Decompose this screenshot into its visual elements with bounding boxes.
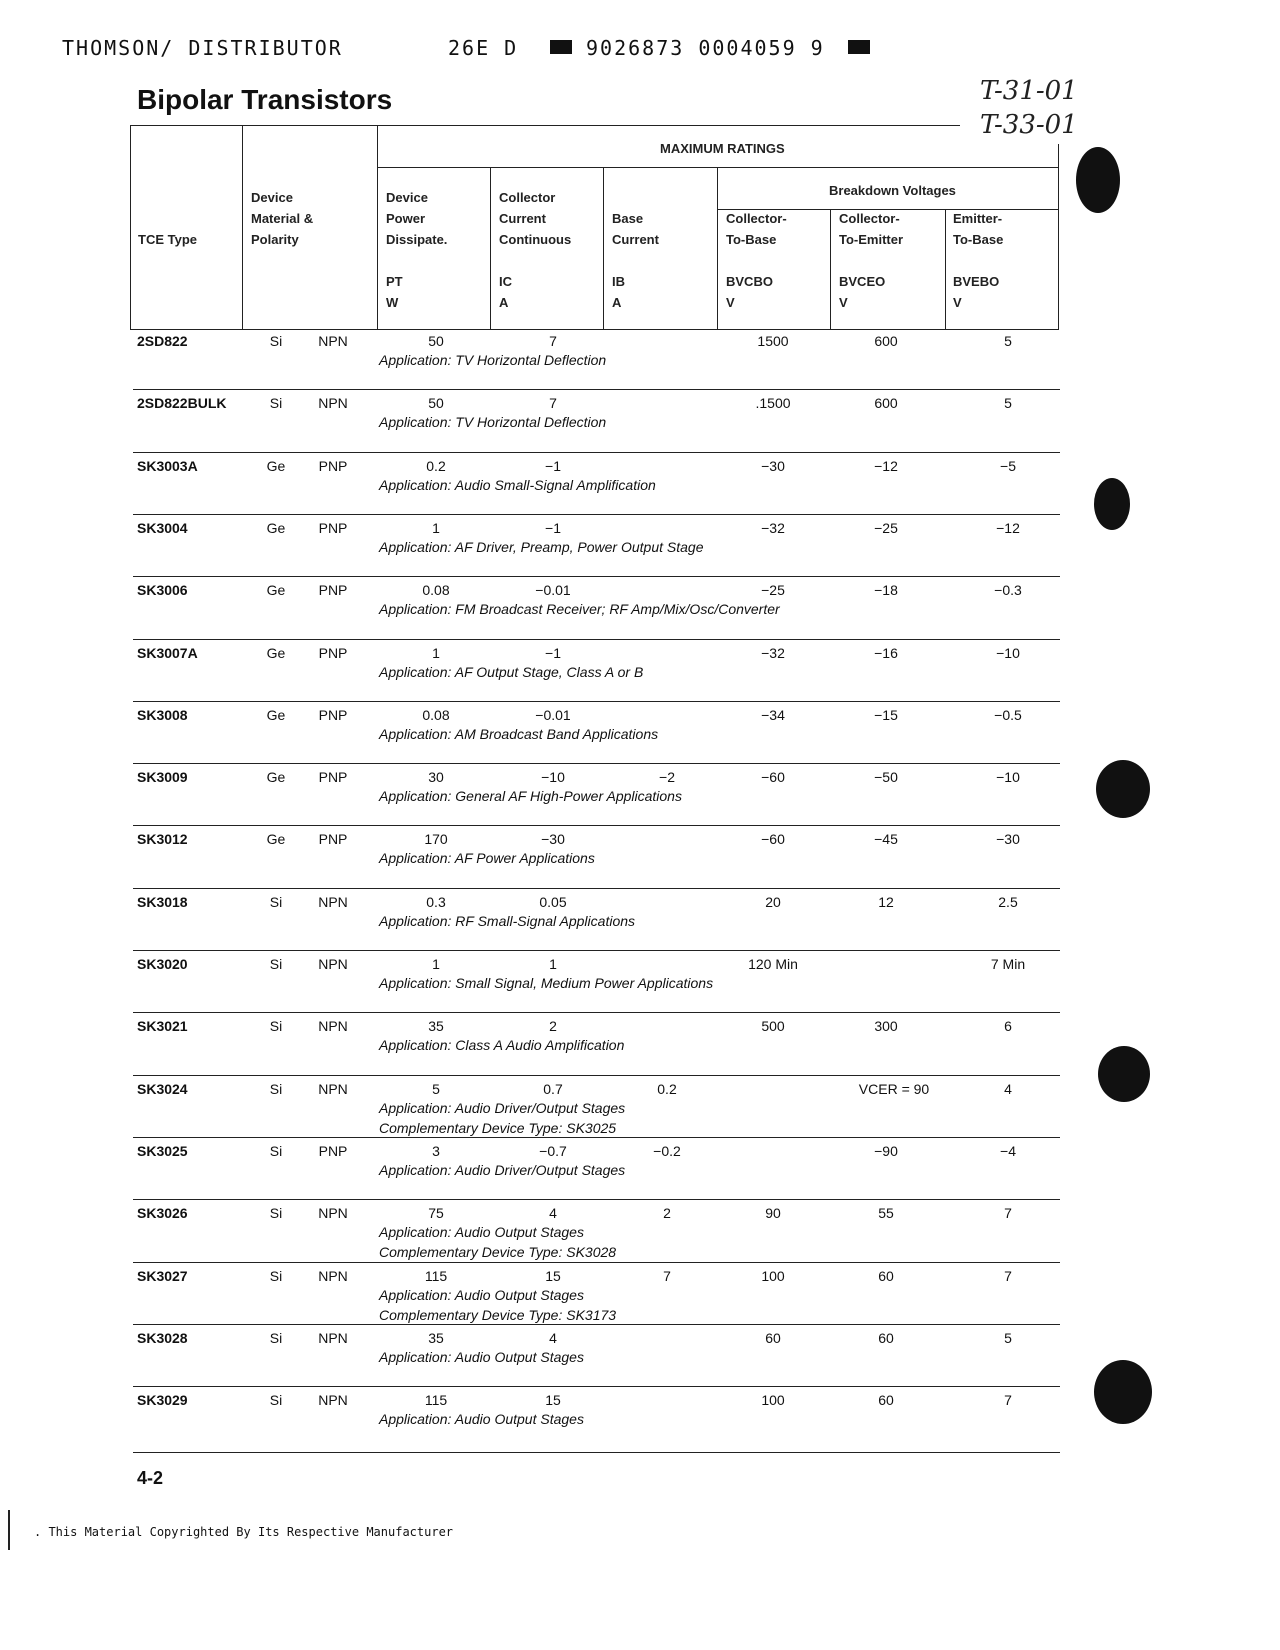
cell-ib: 7 bbox=[663, 1267, 671, 1284]
col-divider bbox=[717, 167, 718, 330]
cell-mat: Si bbox=[269, 1142, 283, 1159]
cell-mat: Si bbox=[269, 1205, 283, 1222]
row-divider bbox=[133, 825, 1060, 826]
cell-mat: Ge bbox=[266, 457, 286, 474]
cell-bvceo: 12 bbox=[878, 893, 894, 910]
application-note: Application: Audio Driver/Output Stages bbox=[379, 1161, 626, 1178]
complementary-note: Complementary Device Type: SK3025 bbox=[379, 1119, 617, 1136]
cell-type: 2SD822BULK bbox=[137, 395, 227, 412]
cell-ic: 15 bbox=[545, 1392, 561, 1409]
cell-mat: Si bbox=[269, 1080, 283, 1097]
header-collector-to-emitter: Collector- To-Emitter BVCEO V bbox=[839, 211, 904, 310]
col-divider bbox=[377, 125, 378, 330]
row-divider bbox=[133, 888, 1060, 889]
col-divider bbox=[490, 167, 491, 330]
cell-bvceo: 600 bbox=[874, 333, 898, 349]
cell-mat: Si bbox=[269, 1018, 283, 1035]
cell-type: SK3020 bbox=[137, 956, 188, 972]
cell-pt: 35 bbox=[428, 1018, 444, 1035]
cell-bvceo: 60 bbox=[878, 1267, 894, 1284]
col-divider bbox=[603, 167, 604, 330]
cell-ic: 15 bbox=[545, 1267, 561, 1284]
cell-mat: Si bbox=[269, 956, 283, 972]
cell-bvcbo: 1500 bbox=[757, 333, 789, 349]
application-note: Application: Audio Output Stages bbox=[379, 1348, 584, 1365]
cell-mat: Ge bbox=[266, 769, 286, 786]
cell-pt: 170 bbox=[424, 831, 448, 848]
cell-bvebo: 5 bbox=[1004, 333, 1012, 349]
cell-bvebo: −10 bbox=[996, 644, 1020, 661]
cell-pol: NPN bbox=[318, 395, 348, 412]
row-divider bbox=[133, 950, 1060, 951]
cell-ib: 0.2 bbox=[657, 1080, 677, 1097]
cell-mat: Ge bbox=[266, 644, 286, 661]
cell-bvceo: −16 bbox=[874, 644, 898, 661]
application-note: Application: AF Power Applications bbox=[379, 850, 595, 867]
cell-type: SK3028 bbox=[137, 1329, 188, 1346]
cell-ic: 0.7 bbox=[543, 1080, 563, 1097]
cell-pol: PNP bbox=[318, 519, 348, 536]
cell-bvcbo: −34 bbox=[761, 706, 785, 723]
col-divider bbox=[1058, 144, 1059, 330]
row-divider bbox=[133, 514, 1060, 515]
cell-bvebo: 5 bbox=[1004, 1329, 1012, 1346]
stamp-number: 9026873 0004059 9 bbox=[586, 36, 825, 60]
cell-ic: 2 bbox=[549, 1018, 557, 1035]
application-note: Application: TV Horizontal Deflection bbox=[379, 414, 607, 431]
cell-bvcbo: −30 bbox=[761, 457, 785, 474]
cell-bvebo: −4 bbox=[1000, 1142, 1016, 1159]
header-collector-to-base: Collector- To-Base BVCBO V bbox=[726, 211, 787, 310]
complementary-note: Complementary Device Type: SK3173 bbox=[379, 1306, 617, 1323]
cell-bvebo: 7 bbox=[1004, 1392, 1012, 1409]
cell-pol: NPN bbox=[318, 1018, 348, 1035]
cell-bvceo: 60 bbox=[878, 1329, 894, 1346]
cell-mat: Si bbox=[269, 395, 283, 412]
binder-hole bbox=[1076, 147, 1120, 213]
application-note: Application: FM Broadcast Receiver; RF Amp/Mix/Osc/Converter bbox=[379, 601, 780, 618]
cell-mat: Si bbox=[269, 1392, 283, 1409]
cell-ic: −1 bbox=[545, 457, 561, 474]
row-divider bbox=[133, 1262, 1060, 1263]
cell-bvebo: 4 bbox=[1004, 1080, 1012, 1097]
cell-ib: −2 bbox=[659, 769, 675, 786]
cell-bvceo: 55 bbox=[878, 1205, 894, 1222]
cell-pt: 50 bbox=[428, 395, 444, 412]
cell-bvceo: 300 bbox=[874, 1018, 898, 1035]
row-divider bbox=[133, 763, 1060, 764]
header-breakdown: Breakdown Voltages bbox=[829, 183, 956, 198]
cell-type: SK3009 bbox=[137, 769, 188, 786]
cell-ic: 0.05 bbox=[539, 893, 567, 910]
barcode-block-2 bbox=[848, 40, 870, 54]
cell-bvcbo: −60 bbox=[761, 769, 785, 786]
cell-mat: Si bbox=[269, 1267, 283, 1284]
col-divider bbox=[242, 125, 243, 330]
cell-bvceo: −15 bbox=[874, 706, 898, 723]
cell-type: SK3003A bbox=[137, 457, 198, 474]
application-note: Application: Audio Output Stages bbox=[379, 1286, 584, 1303]
application-note: Application: Audio Driver/Output Stages bbox=[379, 1099, 626, 1116]
cell-pol: NPN bbox=[318, 333, 348, 349]
distributor-stamp: THOMSON/ DISTRIBUTOR bbox=[62, 36, 343, 60]
cell-mat: Si bbox=[269, 333, 283, 349]
cell-bvceo: −45 bbox=[874, 831, 898, 848]
cell-pt: 115 bbox=[424, 1267, 448, 1284]
cell-ic: −1 bbox=[545, 519, 561, 536]
cell-mat: Ge bbox=[266, 706, 286, 723]
cell-bvebo: −30 bbox=[996, 831, 1020, 848]
application-note: Application: AF Output Stage, Class A or B bbox=[379, 663, 644, 680]
binder-hole bbox=[1098, 1046, 1150, 1102]
cell-bvebo: 7 bbox=[1004, 1267, 1012, 1284]
cell-pt: 0.2 bbox=[426, 457, 446, 474]
cell-pol: NPN bbox=[318, 1267, 348, 1284]
col-divider bbox=[130, 125, 131, 330]
stamp-code: 26E D bbox=[448, 36, 519, 60]
cell-pt: 75 bbox=[428, 1205, 444, 1222]
copyright-footer: . This Material Copyrighted By Its Respective Manufacturer bbox=[34, 1525, 454, 1539]
row-divider bbox=[133, 701, 1060, 702]
cell-pt: 0.08 bbox=[422, 582, 450, 599]
row-divider bbox=[133, 639, 1060, 640]
cell-bvebo: 5 bbox=[1004, 395, 1012, 412]
header-collector-current: Collector Current Continuous IC A bbox=[499, 190, 572, 310]
header-power: Device Power Dissipate. PT W bbox=[386, 190, 448, 310]
cell-type: 2SD822 bbox=[137, 333, 188, 349]
cell-type: SK3025 bbox=[137, 1142, 188, 1159]
application-note: Application: Small Signal, Medium Power Applications bbox=[379, 975, 714, 991]
header-material: Device Material & Polarity bbox=[251, 190, 314, 247]
cell-bvcbo: −32 bbox=[761, 519, 785, 536]
cell-bvebo: −0.5 bbox=[994, 706, 1022, 723]
cell-type: SK3027 bbox=[137, 1267, 188, 1284]
cell-ic: −10 bbox=[541, 769, 565, 786]
cell-type: SK3021 bbox=[137, 1018, 188, 1035]
row-divider bbox=[133, 389, 1060, 390]
col-divider bbox=[945, 209, 946, 330]
cell-mat: Ge bbox=[266, 831, 286, 848]
cell-bvcbo: 60 bbox=[765, 1329, 781, 1346]
cell-pol: PNP bbox=[318, 644, 348, 661]
cell-pol: PNP bbox=[318, 831, 348, 848]
cell-bvcbo: −25 bbox=[761, 582, 785, 599]
cell-bvebo: 6 bbox=[1004, 1018, 1012, 1035]
cell-bvebo: −5 bbox=[1000, 457, 1016, 474]
cell-pt: 0.08 bbox=[422, 706, 450, 723]
application-note: Application: RF Small-Signal Applications bbox=[379, 912, 636, 929]
cell-ic: −0.01 bbox=[535, 582, 571, 599]
cell-bvcbo: .1500 bbox=[755, 395, 791, 412]
cell-mat: Si bbox=[269, 1329, 283, 1346]
scan-mark bbox=[8, 1510, 10, 1550]
header-bottom-border bbox=[130, 329, 1059, 330]
cell-bvcbo: −32 bbox=[761, 644, 785, 661]
handwritten-note-1: T-31-01 bbox=[980, 76, 1078, 106]
cell-pt: 1 bbox=[432, 519, 440, 536]
cell-type: SK3029 bbox=[137, 1392, 188, 1409]
application-note: Application: Class A Audio Amplification bbox=[379, 1037, 625, 1054]
col-divider bbox=[830, 209, 831, 330]
cell-pol: PNP bbox=[318, 769, 348, 786]
row-divider bbox=[133, 1075, 1060, 1076]
application-note: Application: TV Horizontal Deflection bbox=[379, 352, 607, 368]
cell-pt: 35 bbox=[428, 1329, 444, 1346]
cell-pt: 0.3 bbox=[426, 893, 446, 910]
cell-vcer: VCER = 90 bbox=[858, 1080, 930, 1097]
barcode-block bbox=[550, 40, 572, 54]
cell-bvceo: 60 bbox=[878, 1392, 894, 1409]
cell-pol: NPN bbox=[318, 1205, 348, 1222]
cell-bvcbo: 120 Min bbox=[748, 956, 798, 972]
cell-type: SK3018 bbox=[137, 893, 188, 910]
cell-bvceo: 600 bbox=[874, 395, 898, 412]
cell-ic: −0.7 bbox=[539, 1142, 567, 1159]
cell-bvcbo: 90 bbox=[765, 1205, 781, 1222]
application-note: Application: Audio Output Stages bbox=[379, 1411, 584, 1428]
cell-ic: 4 bbox=[549, 1329, 557, 1346]
cell-bvebo: 2.5 bbox=[998, 893, 1018, 910]
header-tce-type: TCE Type bbox=[138, 232, 197, 247]
row-divider bbox=[133, 1324, 1060, 1325]
cell-bvceo: −50 bbox=[874, 769, 898, 786]
row-divider bbox=[133, 452, 1060, 453]
row-divider bbox=[133, 1199, 1060, 1200]
cell-type: SK3012 bbox=[137, 831, 188, 848]
cell-bvebo: −12 bbox=[996, 519, 1020, 536]
application-note: Application: General AF High-Power Applications bbox=[379, 788, 682, 805]
cell-type: SK3008 bbox=[137, 706, 188, 723]
cell-ic: 7 bbox=[549, 333, 557, 349]
cell-bvebo: 7 Min bbox=[990, 956, 1026, 972]
row-divider bbox=[133, 1386, 1060, 1387]
cell-bvceo: −25 bbox=[874, 519, 898, 536]
binder-hole bbox=[1094, 478, 1130, 530]
cell-type: SK3024 bbox=[137, 1080, 188, 1097]
cell-pol: PNP bbox=[318, 1142, 348, 1159]
cell-type: SK3004 bbox=[137, 519, 188, 536]
binder-hole bbox=[1096, 760, 1150, 818]
cell-mat: Ge bbox=[266, 519, 286, 536]
cell-pt: 1 bbox=[432, 956, 440, 972]
cell-pt: 50 bbox=[428, 333, 444, 349]
cell-pol: NPN bbox=[318, 956, 348, 972]
cell-pol: PNP bbox=[318, 582, 348, 599]
binder-hole bbox=[1094, 1360, 1152, 1424]
cell-mat: Si bbox=[269, 893, 283, 910]
cell-pt: 3 bbox=[432, 1142, 440, 1159]
cell-mat: Ge bbox=[266, 582, 286, 599]
cell-pt: 5 bbox=[432, 1080, 440, 1097]
row-divider bbox=[133, 1137, 1060, 1138]
cell-bvebo: −0.3 bbox=[994, 582, 1022, 599]
cell-type: SK3026 bbox=[137, 1205, 188, 1222]
cell-pol: NPN bbox=[318, 1329, 348, 1346]
application-note: Application: AF Driver, Preamp, Power Output Stage bbox=[379, 538, 704, 555]
cell-bvcbo: 100 bbox=[761, 1267, 785, 1284]
max-ratings-border bbox=[377, 167, 1059, 168]
cell-bvebo: −10 bbox=[996, 769, 1020, 786]
page-number: 4-2 bbox=[137, 1468, 164, 1488]
header-emitter-to-base: Emitter- To-Base BVEBO V bbox=[953, 211, 1004, 310]
application-note: Application: AM Broadcast Band Applications bbox=[379, 725, 659, 742]
cell-bvcbo: −60 bbox=[761, 831, 785, 848]
row-divider bbox=[133, 576, 1060, 577]
cell-bvebo: 7 bbox=[1004, 1205, 1012, 1222]
header-base-current: Base Current IB A bbox=[612, 211, 659, 310]
cell-pol: PNP bbox=[318, 706, 348, 723]
cell-bvcbo: 500 bbox=[761, 1018, 785, 1035]
cell-pol: PNP bbox=[318, 457, 348, 474]
handwritten-note-2: T-33-01 bbox=[980, 110, 1078, 140]
cell-ic: −30 bbox=[541, 831, 565, 848]
cell-pol: NPN bbox=[318, 1080, 348, 1097]
cell-pt: 1 bbox=[432, 644, 440, 661]
row-divider bbox=[133, 1012, 1060, 1013]
cell-pt: 115 bbox=[424, 1392, 448, 1409]
cell-bvceo: −12 bbox=[874, 457, 898, 474]
header-top-border bbox=[130, 125, 960, 126]
cell-ic: 1 bbox=[549, 956, 557, 972]
cell-ic: −1 bbox=[545, 644, 561, 661]
cell-ic: 7 bbox=[549, 395, 557, 412]
cell-ic: −0.01 bbox=[535, 706, 571, 723]
complementary-note: Complementary Device Type: SK3028 bbox=[379, 1244, 617, 1261]
application-note: Application: Audio Output Stages bbox=[379, 1224, 584, 1241]
cell-bvcbo: 100 bbox=[761, 1392, 785, 1409]
cell-type: SK3006 bbox=[137, 582, 188, 599]
page-title: Bipolar Transistors bbox=[137, 84, 393, 115]
cell-bvceo: −90 bbox=[874, 1142, 898, 1159]
cell-ib: −0.2 bbox=[653, 1142, 681, 1159]
cell-bvceo: −18 bbox=[874, 582, 898, 599]
application-note: Application: Audio Small-Signal Amplification bbox=[379, 476, 656, 493]
table-bottom-border bbox=[133, 1452, 1060, 1453]
cell-bvcbo: 20 bbox=[765, 893, 781, 910]
cell-pol: NPN bbox=[318, 893, 348, 910]
cell-ib: 2 bbox=[663, 1205, 671, 1222]
cell-ic: 4 bbox=[549, 1205, 557, 1222]
cell-type: SK3007A bbox=[137, 644, 198, 661]
header-max-ratings: MAXIMUM RATINGS bbox=[660, 141, 785, 156]
cell-pol: NPN bbox=[318, 1392, 348, 1409]
cell-pt: 30 bbox=[428, 769, 444, 786]
